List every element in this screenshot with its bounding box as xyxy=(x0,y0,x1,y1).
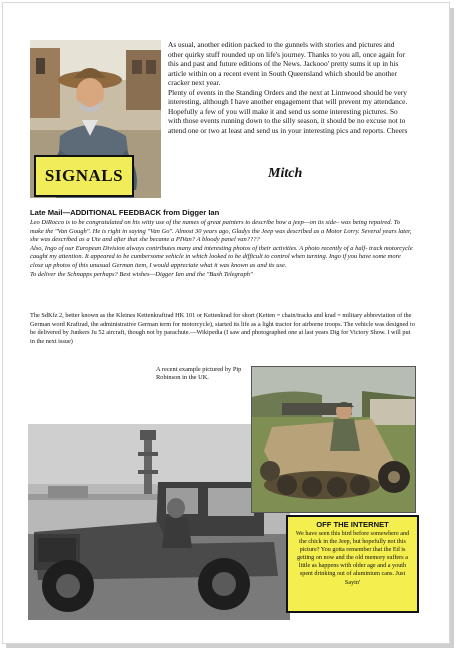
signals-badge xyxy=(34,155,134,197)
signature: Mitch xyxy=(268,166,303,181)
late-mail-paragraph-3: To deliver the Schnapps perhaps? Best wishes—Digger Ian and the "Bush Telegraph" xyxy=(30,270,253,278)
late-mail-body xyxy=(30,219,415,279)
kettenkrad-photo xyxy=(251,366,416,513)
off-the-internet-text: We have seen this bird before somewhere and the chick in the Jeep, but hopefully not this picture? You gotta remember that the Ed is getting on now and the old memory suffers a little as happens with older age and a youth spent drinking out of aluminium cans. Just Sayin' xyxy=(295,530,410,586)
intro-paragraph-1: As usual, another edition packed to the gunnels with stories and pictures and other quirky stuff rounded up on life's journey. Thanks to you all, once again for this and past and future editions of the News. Jackooo' pretty sums it up in his article within on a recent event in South Queensland which should be another cracker next year. xyxy=(168,40,406,88)
off-the-internet-title: OFF THE INTERNET xyxy=(316,520,389,529)
intro-paragraph-2: Plenty of events in the Standing Orders and the next at Linnwood should be very interesting, although I have another engagement that will prevent my attendance. Hopefully a few of you will make it and send us some interesting pictures. So with those events running down to the silly season, it should be no excuse not to attend one or two at least and send us in your interesting pics and reports. Cheers xyxy=(168,87,408,135)
late-mail-paragraph-2: Also, Ingo of our European Division always contributes many and interesting photos of their activities. A photo recently of a half- track motorcycle caught my attention. It appeared to be cumbersome vehicle in which looked to be difficult to control when turning. Ingo if you have some more close up photos of this unusual German item, I would appreciate what it was known as and its use. xyxy=(30,244,413,269)
sdkfz-text: The SdKfz 2, better known as the Kleines Kettenkraftrad HK 101 or Kettenkrad for short (Ketten = chain/tracks and krad = military abbreviation of the German word Kraftrad, the administrative German term for motorcycle), started its life as a light tractor for airborne troops. The vehicle was designed to be delivered by Junkers Ju 52 aircraft, though not by parachute.—Wikipedia (I saw and photographed one at last years Dig for Victory Show. I will put in the next issue) xyxy=(30,312,415,345)
photo-caption: A recent example pictured by Pip Robinson in the UK. xyxy=(156,366,242,382)
off-the-internet-box xyxy=(286,515,419,613)
signals-label: SIGNALS xyxy=(44,166,124,185)
late-mail-heading: Late Mail—ADDITIONAL FEEDBACK from Digger Ian xyxy=(30,208,220,217)
sdkfz-article xyxy=(30,312,415,346)
late-mail-paragraph-1: Leo DiRocco is to be congratulated on his witty use of the names of great painters to describe how a jeep—on its side– was being repaired. To make the "Van Gough". He is right in saying "Van Go". Almost 30 years ago, Gladys the Jeep was described as a Motor Lorry. Several years later, she was described as a Ute and after that she became a PIVan? A bloody panel van???? xyxy=(30,219,412,244)
intro-text xyxy=(168,40,410,135)
